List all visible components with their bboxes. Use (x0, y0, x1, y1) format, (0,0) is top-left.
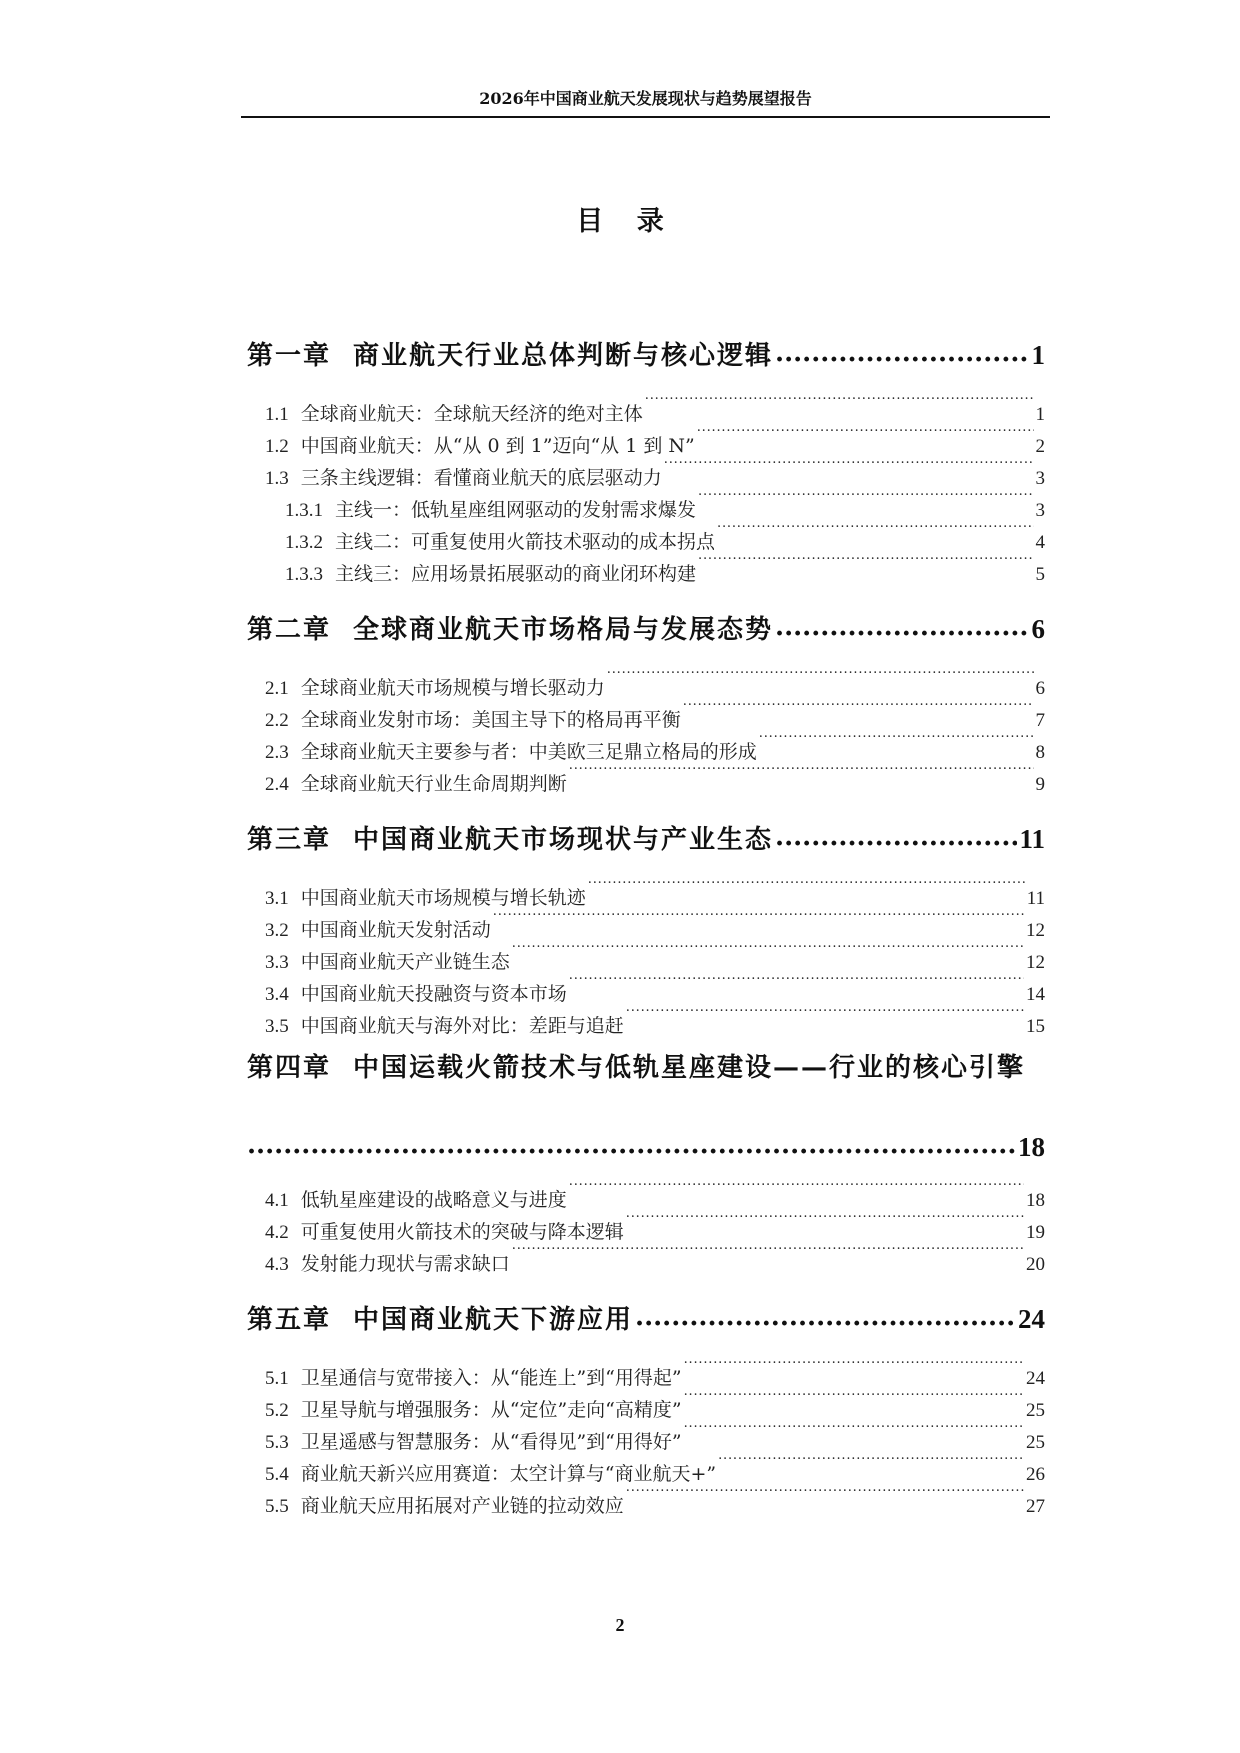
section-page: 1 (1035, 404, 1045, 425)
section-page: 19 (1026, 1222, 1045, 1243)
section-title: 三条主线逻辑：看懂商业航天的底层驱动力 (300, 467, 662, 489)
chapter-label: 第三章 (247, 825, 332, 855)
section-title: 中国商业航天与海外对比：差距与追赶 (300, 1015, 624, 1037)
toc-section[interactable] (247, 694, 1045, 731)
chapter-title: 全球商业航天市场格局与发展态势 (353, 615, 774, 645)
chapter-page: 6 (1031, 614, 1045, 644)
toc-section[interactable] (247, 1238, 1045, 1275)
section-title: 全球商业航天主要参与者：中美欧三足鼎立格局的形成 (300, 741, 757, 763)
chapter-label: 第二章 (247, 615, 332, 645)
dot-leader (683, 694, 1034, 726)
toc-chapter-5[interactable] (247, 1292, 1045, 1335)
toc-title: 目 录 (576, 206, 676, 237)
dot-leader (717, 516, 1033, 548)
section-number: 1.3.2 (285, 532, 323, 553)
section-number: 3.3 (265, 952, 289, 973)
section-title: 低轨星座建设的战略意义与进度 (300, 1189, 567, 1211)
section-title: 发射能力现状与需求缺口 (300, 1253, 510, 1275)
toc-subsection[interactable] (247, 516, 1045, 553)
section-title: 全球商业航天行业生命周期判断 (300, 773, 567, 795)
section-page: 15 (1026, 1016, 1045, 1037)
section-page: 8 (1035, 742, 1045, 763)
dot-leader (635, 1292, 1016, 1328)
section-number: 1.3.3 (285, 564, 323, 585)
dot-leader (569, 968, 1024, 1000)
toc-section[interactable] (247, 662, 1045, 699)
toc-section[interactable] (247, 1000, 1045, 1037)
section-title: 中国商业航天产业链生态 (300, 951, 510, 973)
dot-leader (684, 1416, 1024, 1448)
section-number: 1.3 (265, 468, 289, 489)
chapter-label: 第五章 (247, 1305, 332, 1335)
chapter-page: 24 (1018, 1304, 1045, 1334)
section-page: 11 (1026, 888, 1045, 909)
section-page: 18 (1026, 1190, 1045, 1211)
toc-section[interactable] (247, 1448, 1045, 1485)
section-page: 9 (1035, 774, 1045, 795)
dot-leader (775, 602, 1029, 638)
section-page: 14 (1026, 984, 1045, 1005)
section-number: 3.1 (265, 888, 289, 909)
toc-section[interactable] (247, 452, 1045, 489)
toc-section[interactable] (247, 388, 1045, 425)
toc-section[interactable] (247, 1384, 1045, 1421)
chapter-label: 第四章 (247, 1053, 332, 1083)
section-title: 全球商业航天市场规模与增长驱动力 (300, 677, 605, 699)
section-number: 5.1 (265, 1368, 289, 1389)
section-title: 商业航天新兴应用赛道：太空计算与“商业航天+” (300, 1463, 717, 1485)
chapter-page: 1 (1031, 340, 1045, 370)
section-number: 5.4 (265, 1464, 289, 1485)
section-number: 2.2 (265, 710, 289, 731)
section-page: 4 (1035, 532, 1045, 553)
dot-leader (569, 1174, 1024, 1206)
section-title: 全球商业发射市场：美国主导下的格局再平衡 (300, 709, 681, 731)
section-page: 26 (1026, 1464, 1045, 1485)
section-page: 12 (1026, 952, 1045, 973)
toc-subsection[interactable] (247, 548, 1045, 585)
toc-section[interactable] (247, 936, 1045, 973)
dot-leader (759, 726, 1034, 758)
dot-leader (626, 1480, 1024, 1512)
section-number: 5.3 (265, 1432, 289, 1453)
toc-section[interactable] (247, 1416, 1045, 1453)
section-page: 3 (1035, 468, 1045, 489)
dot-leader (512, 936, 1024, 968)
section-number: 1.1 (265, 404, 289, 425)
dot-leader (698, 548, 1033, 580)
dot-leader (512, 1238, 1024, 1270)
section-number: 2.1 (265, 678, 289, 699)
section-number: 2.4 (265, 774, 289, 795)
section-title: 中国商业航天投融资与资本市场 (300, 983, 567, 1005)
section-title: 主线三：应用场景拓展驱动的商业闭环构建 (335, 563, 697, 585)
chapter-title: 中国运载火箭技术与低轨星座建设——行业的核心引擎 (353, 1053, 1026, 1083)
toc-section[interactable] (247, 420, 1045, 457)
dot-leader (698, 484, 1033, 516)
section-page: 20 (1026, 1254, 1045, 1275)
section-page: 12 (1026, 920, 1045, 941)
section-page: 24 (1026, 1368, 1045, 1389)
toc-section[interactable] (247, 968, 1045, 1005)
dot-leader (775, 812, 1017, 848)
chapter-title: 商业航天行业总体判断与核心逻辑 (353, 341, 774, 371)
section-number: 5.5 (265, 1496, 289, 1517)
toc-section[interactable] (247, 1480, 1045, 1517)
section-page: 2 (1035, 436, 1045, 457)
section-number: 3.4 (265, 984, 289, 1005)
section-title: 中国商业航天：从“从 0 到 1”迈向“从 1 到 N” (300, 435, 695, 457)
section-title: 商业航天应用拓展对产业链的拉动效应 (300, 1495, 624, 1517)
dot-leader (684, 1384, 1024, 1416)
dot-leader (626, 1206, 1024, 1238)
dot-leader (664, 452, 1034, 484)
section-page: 6 (1035, 678, 1045, 699)
toc-chapter-4-leader[interactable] (247, 1120, 1045, 1162)
section-page: 3 (1035, 500, 1045, 521)
toc-chapter-1[interactable] (247, 328, 1045, 371)
section-number: 1.2 (265, 436, 289, 457)
chapter-title: 中国商业航天下游应用 (353, 1305, 634, 1335)
section-title: 中国商业航天发射活动 (300, 919, 491, 941)
dot-leader (645, 388, 1034, 420)
chapter-label: 第一章 (247, 341, 332, 371)
section-number: 4.3 (265, 1254, 289, 1275)
dot-leader (493, 904, 1024, 936)
toc-section[interactable] (247, 904, 1045, 941)
toc-section[interactable] (247, 758, 1045, 795)
section-page: 7 (1035, 710, 1045, 731)
section-number: 2.3 (265, 742, 289, 763)
section-page: 5 (1035, 564, 1045, 585)
section-number: 1.3.1 (285, 500, 323, 521)
running-header: 2026年中国商业航天发展现状与趋势展望报告 (241, 88, 1050, 118)
section-number: 3.5 (265, 1016, 289, 1037)
section-number: 4.1 (265, 1190, 289, 1211)
section-number: 4.2 (265, 1222, 289, 1243)
toc-subsection[interactable] (247, 484, 1045, 521)
toc-chapter-4[interactable] (247, 1050, 1045, 1086)
dot-leader (718, 1448, 1024, 1480)
section-title: 全球商业航天：全球航天经济的绝对主体 (300, 403, 643, 425)
toc-section[interactable] (247, 1206, 1045, 1243)
section-page: 25 (1026, 1432, 1045, 1453)
page-number: 2 (615, 1615, 625, 1635)
toc-chapter-2[interactable] (247, 602, 1045, 645)
chapter-page: 11 (1019, 824, 1045, 854)
dot-leader (684, 1352, 1024, 1384)
dot-leader (775, 328, 1029, 364)
section-title: 中国商业航天市场规模与增长轨迹 (300, 887, 586, 909)
section-title: 卫星遥感与智慧服务：从“看得见”到“用得好” (300, 1431, 682, 1453)
section-page: 27 (1026, 1496, 1045, 1517)
section-title: 卫星导航与增强服务：从“定位”走向“高精度” (300, 1399, 682, 1421)
toc-section[interactable] (247, 726, 1045, 763)
section-title: 主线二：可重复使用火箭技术驱动的成本拐点 (335, 531, 716, 553)
dot-leader (588, 872, 1025, 904)
dot-leader (569, 758, 1034, 790)
dot-leader (697, 420, 1034, 452)
dot-leader (626, 1000, 1024, 1032)
toc-section[interactable] (247, 1352, 1045, 1389)
section-page: 25 (1026, 1400, 1045, 1421)
toc-section[interactable] (247, 872, 1045, 909)
section-title: 主线一：低轨星座组网驱动的发射需求爆发 (335, 499, 697, 521)
section-number: 5.2 (265, 1400, 289, 1421)
section-title: 卫星通信与宽带接入：从“能连上”到“用得起” (300, 1367, 682, 1389)
toc-section[interactable] (247, 1174, 1045, 1211)
section-title: 可重复使用火箭技术的突破与降本逻辑 (300, 1221, 624, 1243)
section-number: 3.2 (265, 920, 289, 941)
dot-leader (247, 1120, 1016, 1156)
dot-leader (607, 662, 1034, 694)
table-of-contents (247, 312, 1045, 1517)
chapter-page: 18 (1018, 1132, 1045, 1162)
toc-chapter-3[interactable] (247, 812, 1045, 855)
chapter-title: 中国商业航天市场现状与产业生态 (353, 825, 774, 855)
